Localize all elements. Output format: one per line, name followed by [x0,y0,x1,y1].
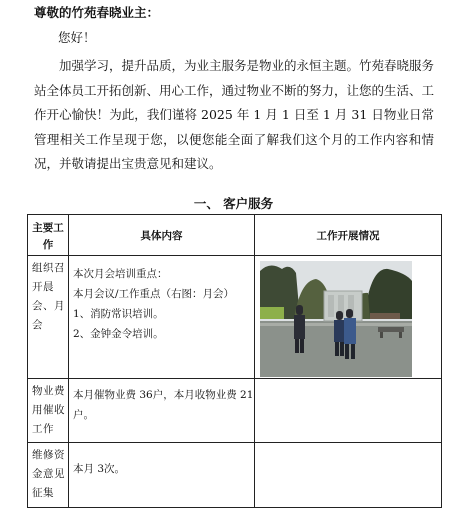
content-line: 户。 [73,409,94,421]
content-line: 本月催物业费 36户，本月收物业费 21 [73,389,254,401]
table-row [28,256,442,379]
header-details: 具体内容 [69,215,255,256]
row-progress-maintenance-fund [255,443,442,508]
row-label-meetings: 组织召开晨会、月会 [28,256,69,379]
row-label-fee-collection: 物业费用催收工作 [28,379,69,443]
content-line: 2、金钟金令培训。 [73,328,164,340]
row-content-fee-collection [69,379,255,443]
header-main-work: 主要工作 [28,215,69,256]
row-progress-fee-collection [255,379,442,443]
meeting-photo-icon [260,261,412,377]
salutation: 尊敬的竹苑春晓业主： [34,5,160,20]
content-line: 本次月会培训重点： [73,268,168,280]
header-progress: 工作开展情况 [255,215,442,256]
table-row [28,379,442,443]
section-title: 一、 客户服务 [193,196,274,211]
row-content-meetings [69,256,255,379]
greeting: 您好！ [58,30,96,45]
table-header-row [28,215,442,256]
content-line: 1、消防常识培训。 [73,308,164,320]
table-row [28,443,442,508]
row-label-maintenance-fund: 维修资金意见征集 [28,443,69,508]
row-content-maintenance-fund [69,443,255,508]
intro-paragraph: 加强学习，提升品质，为业主服务是物业的永恒主题。竹苑春晓服务站全体员工开拓创新、用心工作，通过物业不断的努力，让您的生活、工作开心愉快！为此，我们谨将 2025 年 1 月 1 日至 1 月 31 日物业日常管理相关工作呈现于您，以便您能全面了解我们这个月的工作内容和情况，并敬请提出宝贵意见和建议。 [34,58,435,171]
row-progress-meetings [255,256,442,379]
customer-service-table [27,214,442,508]
content-line: 本月会议/工作重点（右图：月会） [73,288,235,300]
content-line: 本月 3次。 [73,463,126,475]
